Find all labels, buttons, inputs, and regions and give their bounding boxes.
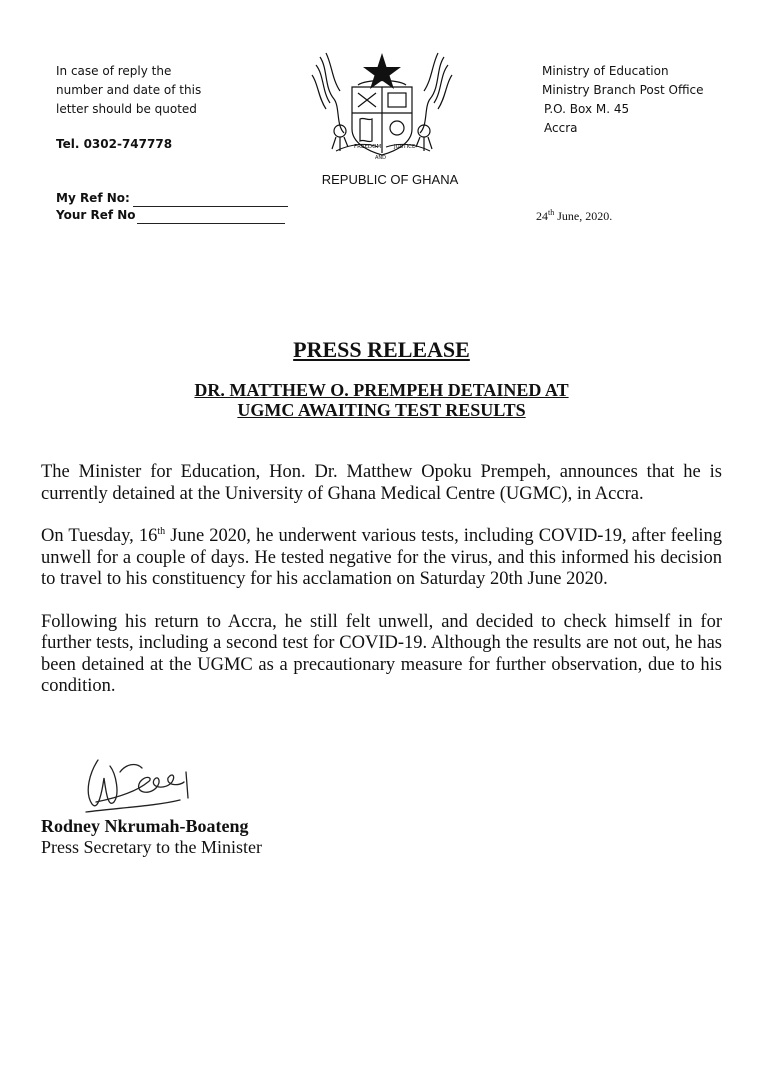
motto-freedom: FREEDOM (354, 144, 382, 150)
address-line: Ministry Branch Post Office (542, 83, 704, 97)
signature-icon (76, 752, 206, 822)
press-release-body (41, 462, 722, 719)
reply-note-line: number and date of this (56, 83, 202, 97)
date-suffix: th (548, 208, 555, 217)
reference-fields (56, 190, 288, 224)
your-ref-line (137, 211, 285, 224)
subtitle-line-1: DR. MATTHEW O. PREMPEH DETAINED AT (194, 380, 569, 400)
signatory-role: Press Secretary to the Minister (41, 837, 262, 857)
paragraph-2-start: On Tuesday, 16 (41, 526, 158, 546)
address-line: P.O. Box M. 45 (544, 102, 630, 116)
ghana-coat-of-arms-icon (306, 47, 458, 167)
motto-and: AND (375, 155, 387, 161)
date-rest: June, 2020. (554, 209, 613, 223)
paragraph-3: Following his return to Accra, he still felt unwell, and decided to check himself in for further tests, including a second test for COVID-19. Although the results are not out, he has been detained at the UGMC as a precautionary measure for further observation, due to his condition. (41, 611, 722, 696)
paragraph-2-rest: June 2020, he underwent various tests, including COVID-19, after feeling unwell for a couple of days. He tested negative for the virus, and this informed his decision to travel to his constituency for his acclamation on Saturday 20th June 2020. (41, 526, 722, 589)
press-release-title: PRESS RELEASE (293, 337, 470, 362)
your-ref-row (56, 207, 288, 224)
your-ref-label: Your Ref No (56, 208, 136, 222)
address-line: Ministry of Education (542, 64, 669, 78)
my-ref-label: My Ref No: (56, 191, 130, 205)
paragraph-1: The Minister for Education, Hon. Dr. Matthew Opoku Prempeh, announces that he is currently detained at the University of Ghana Medical Centre (UGMC), in Accra. (41, 462, 722, 504)
telephone-number: Tel. 0302-747778 (56, 137, 173, 151)
letter-date (536, 208, 612, 224)
address-line: Accra (544, 121, 578, 135)
reply-note-line: letter should be quoted (56, 102, 197, 116)
paragraph-2-suffix: th (157, 525, 166, 537)
republic-of-ghana-label: REPUBLIC OF GHANA (321, 172, 459, 187)
ministry-address (542, 62, 704, 138)
press-release-subtitle (0, 380, 763, 420)
my-ref-row (56, 190, 288, 207)
date-day: 24 (536, 209, 548, 223)
paragraph-2 (41, 526, 722, 591)
motto-justice: JUSTICE (394, 144, 416, 150)
subtitle-line-2: UGMC AWAITING TEST RESULTS (237, 400, 526, 420)
signatory-name: Rodney Nkrumah-Boateng (41, 816, 249, 836)
my-ref-line (133, 194, 288, 207)
reply-note-line: In case of reply the (56, 64, 172, 78)
signatory-block (41, 816, 262, 858)
reply-note (56, 62, 201, 119)
